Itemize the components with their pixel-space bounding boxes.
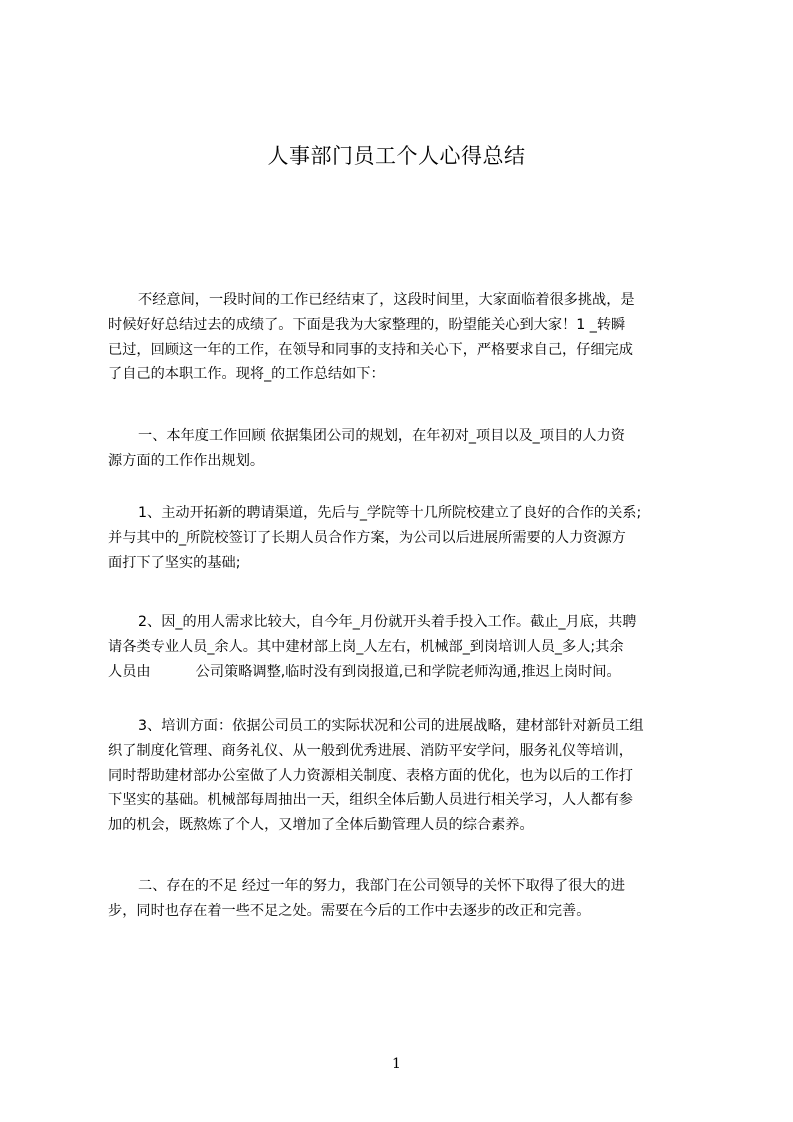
paragraph-item-2 bbox=[108, 610, 708, 684]
paragraph-line: 时候好好总结过去的成绩了。下面是我为大家整理的，盼望能关心到大家！1 _转瞬 bbox=[108, 316, 626, 333]
paragraph-line: 已过，回顾这一年的工作，在领导和同事的支持和关心下，严格要求自己，仔细完成 bbox=[108, 341, 633, 358]
paragraph-item-3 bbox=[108, 714, 708, 838]
paragraph-line: 织了制度化管理、商务礼仪、从一般到优秀进展、消防平安学问，服务礼仪等培训， bbox=[108, 742, 633, 759]
paragraph-line: 二、存在的不足 经过一年的努力，我部门在公司领导的关怀下取得了很大的进 bbox=[138, 878, 625, 894]
paragraph-line: 不经意间，一段时间的工作已经结束了，这段时间里，大家面临着很多挑战，是 bbox=[138, 292, 635, 308]
paragraph-line: 下坚实的基础。机械部每周抽出一天，组织全体后勤人员进行相关学习，人人都有参 bbox=[108, 792, 633, 809]
paragraph-line: 1、主动开拓新的聘请渠道，先后与_学院等十几所院校建立了良好的合作的关系; bbox=[138, 505, 642, 521]
paragraph-line: 人员由 公司策略调整,临时没有到岗报道,已和学院老师沟通,推迟上岗时间。 bbox=[108, 663, 621, 680]
paragraph-line: 源方面的工作作出规划。 bbox=[108, 452, 265, 469]
paragraph-line: 并与其中的_所院校签订了长期人员合作方案，为公司以后进展所需要的人力资源方 bbox=[108, 529, 626, 546]
paragraph-line: 2、因_的用人需求比较大，自今年_月份就开头着手投入工作。截止_月底，共聘 bbox=[138, 614, 637, 630]
paragraph-line: 了自己的本职工作。现将_的工作总结如下： bbox=[108, 366, 385, 383]
paragraph-line: 同时帮助建材部办公室做了人力资源相关制度、表格方面的优化，也为以后的工作打 bbox=[108, 767, 633, 784]
paragraph-line: 一、本年度工作回顾 依据集团公司的规划，在年初对_项目以及_项目的人力资 bbox=[138, 428, 625, 444]
paragraph-line: 面打下了坚实的基础; bbox=[108, 554, 241, 571]
paragraph-line: 加的机会，既熬炼了个人，又增加了全体后勤管理人员的综合素养。 bbox=[108, 817, 534, 834]
paragraph-intro bbox=[108, 288, 708, 387]
paragraph-line: 请各类专业人员_余人。其中建材部上岗_人左右，机械部_到岗培训人员_多人;其余 bbox=[108, 638, 624, 655]
paragraph-line: 3、培训方面：依据公司员工的实际状况和公司的进展战略，建材部针对新员工组 bbox=[138, 718, 644, 734]
paragraph-item-1 bbox=[108, 501, 708, 575]
paragraph-section-review bbox=[108, 424, 708, 474]
paragraph-line: 步，同时也存在着一些不足之处。需要在今后的工作中去逐步的改正和完善。 bbox=[108, 902, 591, 919]
page-number: 1 bbox=[392, 1056, 401, 1072]
paragraph-section-shortcomings bbox=[108, 874, 708, 924]
document-title: 人事部门员工个人心得总结 bbox=[267, 144, 526, 168]
